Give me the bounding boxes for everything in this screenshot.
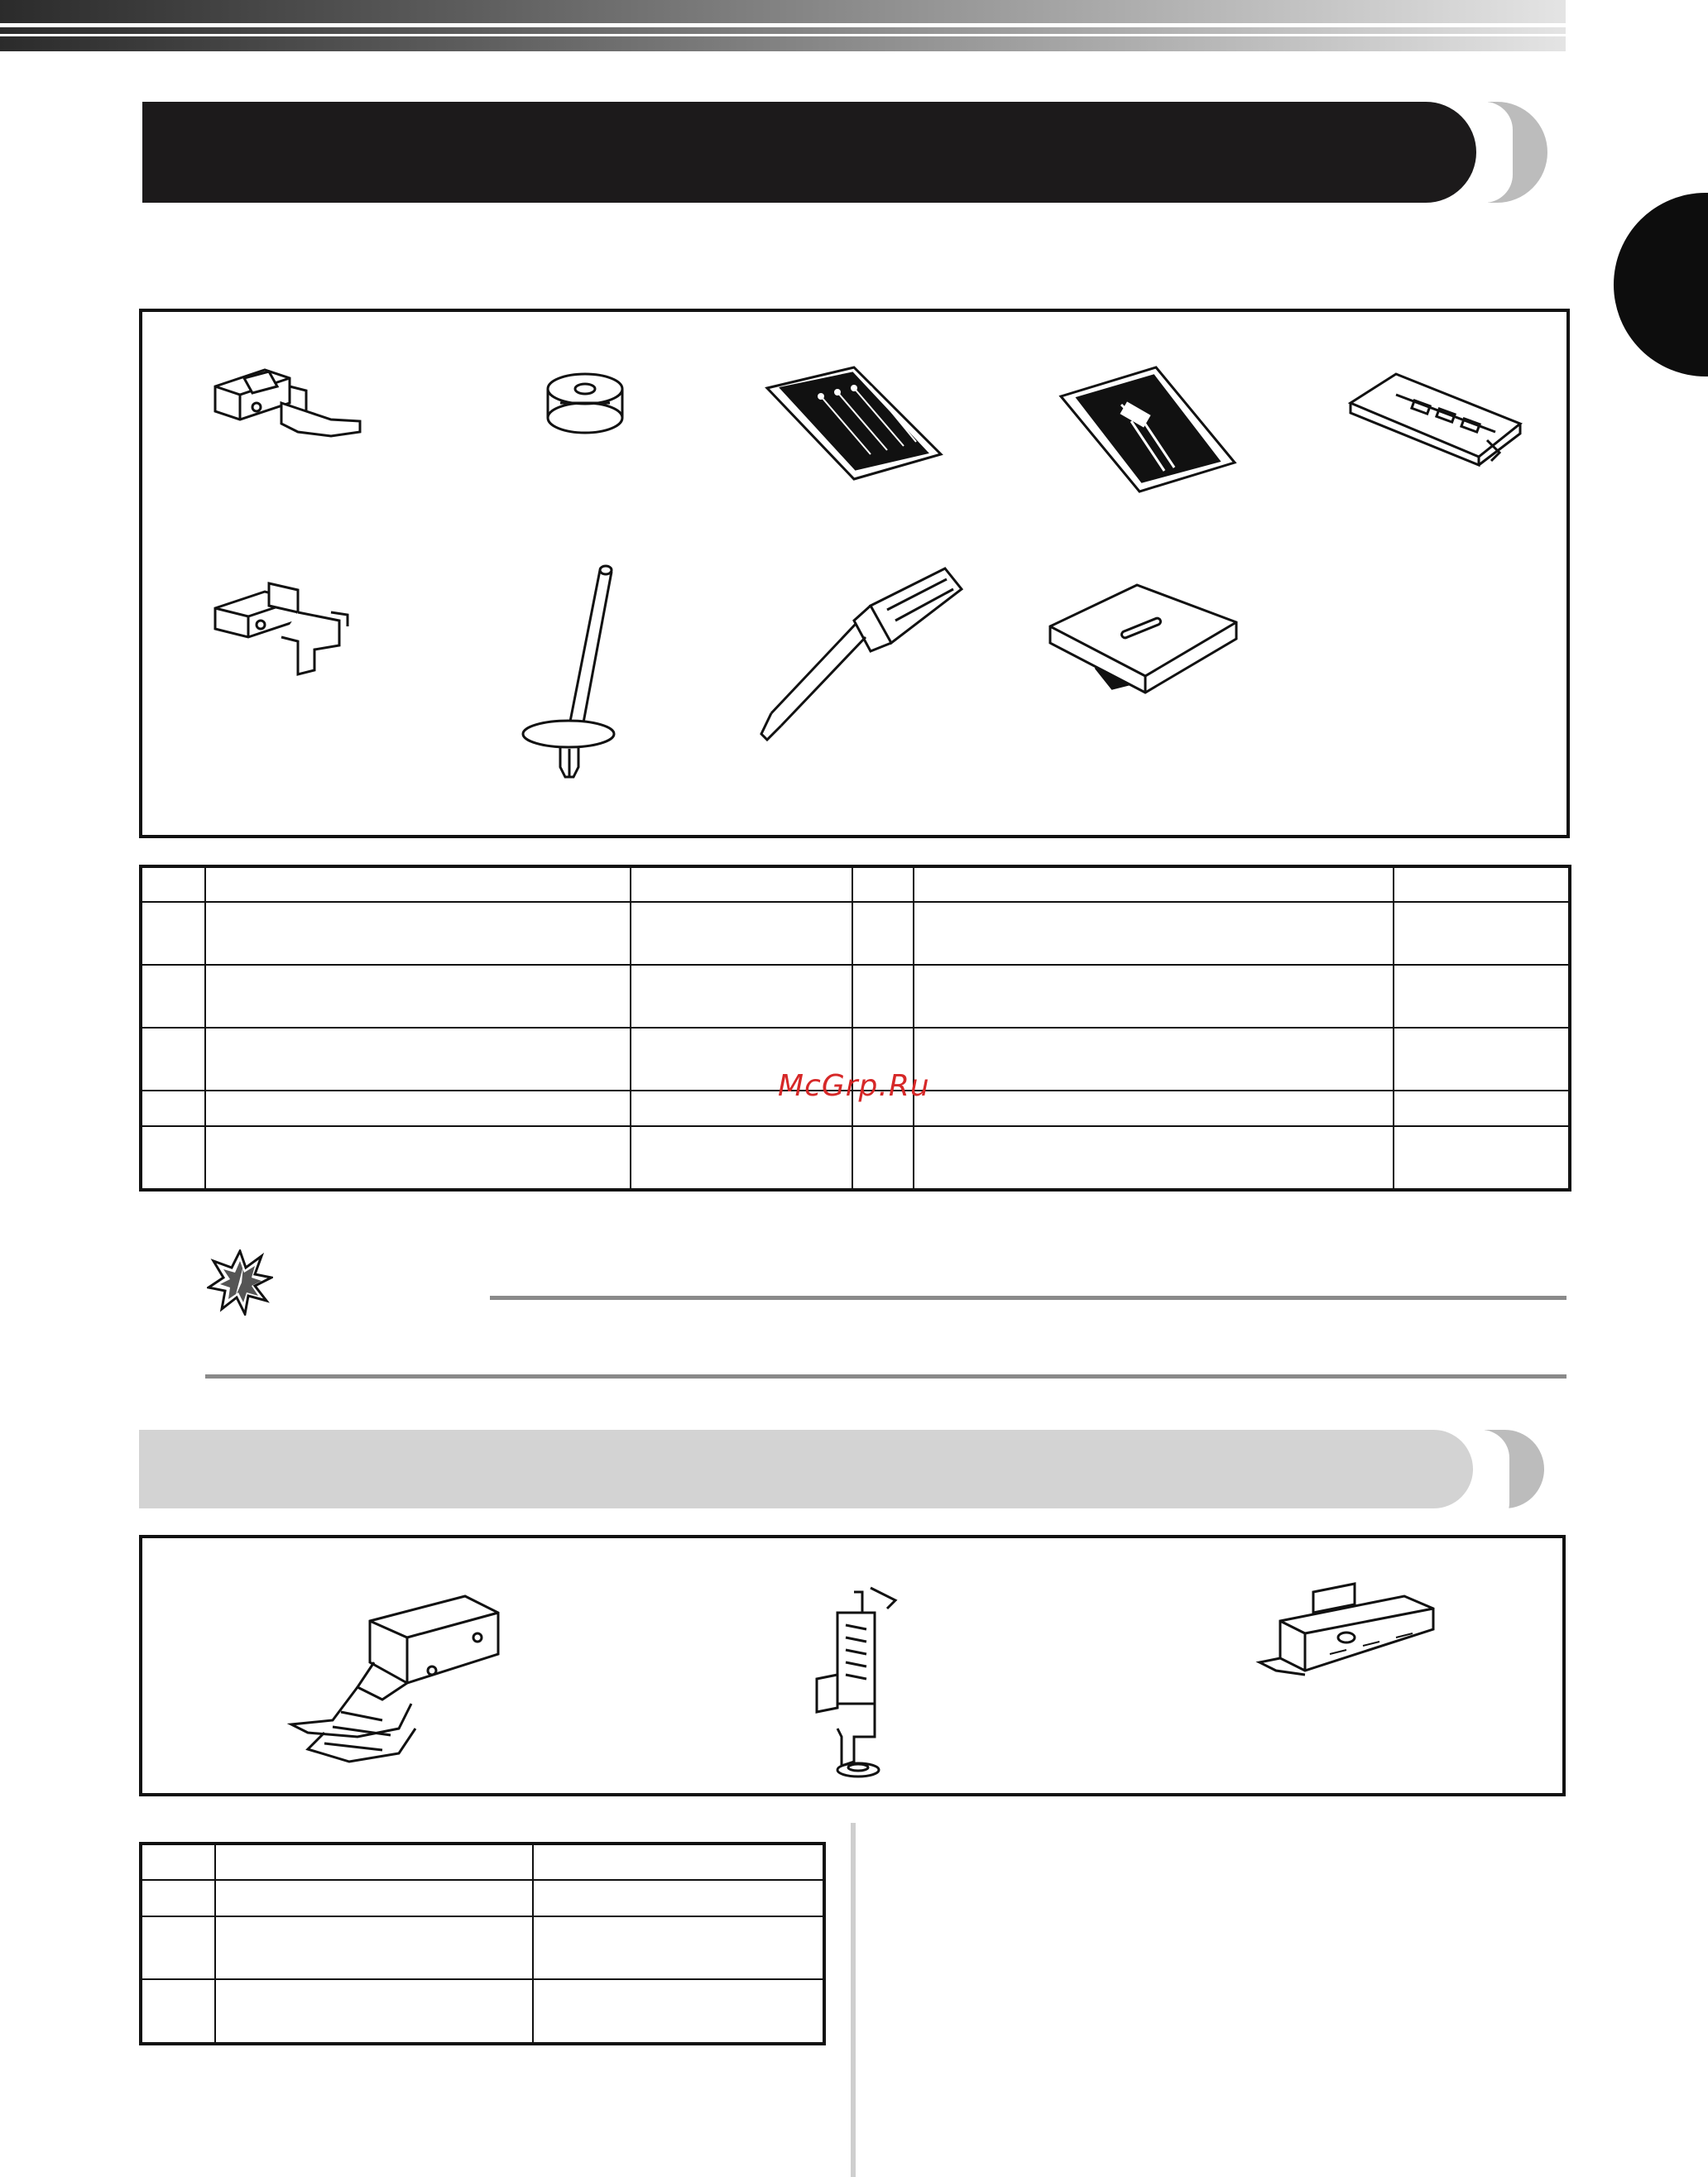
- table-cell: [1394, 866, 1570, 902]
- zipper-foot-icon: [207, 353, 372, 453]
- table-cell: [141, 902, 205, 965]
- table-cell: [215, 1880, 533, 1916]
- table-cell: [141, 1091, 205, 1126]
- table-cell: [205, 965, 631, 1028]
- table-cell: [141, 1979, 215, 2044]
- table-cell: [852, 965, 914, 1028]
- table-row: [141, 866, 1570, 902]
- note-rule-top: [490, 1296, 1566, 1300]
- table-cell: [1394, 902, 1570, 965]
- walking-foot-icon: [275, 1588, 523, 1778]
- table-cell: [533, 1916, 824, 1979]
- needle-pack-icon: [763, 363, 945, 487]
- table-cell: [205, 866, 631, 902]
- table-cell: [914, 965, 1394, 1028]
- table-cell: [141, 1126, 205, 1190]
- section-title-bar: [142, 102, 1566, 203]
- table-cell: [914, 1028, 1394, 1091]
- straight-stitch-plate-icon: [1046, 577, 1245, 701]
- screwdriver-icon: [755, 564, 970, 746]
- spool-pin-icon: [519, 560, 643, 792]
- section-title-cap: [1488, 102, 1547, 203]
- table-cell: [141, 1844, 215, 1880]
- bobbin-icon: [540, 368, 631, 443]
- table-cell: [631, 965, 852, 1028]
- table-cell: [205, 1126, 631, 1190]
- top-gradient-strip: [0, 0, 1566, 51]
- table-cell: [852, 1126, 914, 1190]
- table-cell: [914, 866, 1394, 902]
- table-cell: [533, 1844, 824, 1880]
- table-cell: [141, 965, 205, 1028]
- memo-burst-icon: [207, 1249, 273, 1319]
- table-cell: [205, 1091, 631, 1126]
- table-row: [141, 1126, 1570, 1190]
- buttonhole-foot-icon: [1346, 362, 1528, 469]
- options-table: [139, 1842, 826, 2045]
- quilting-foot-icon: [804, 1584, 937, 1782]
- table-row: [141, 1916, 824, 1979]
- accessories-illustration-frame: [139, 309, 1570, 838]
- table-cell: [533, 1880, 824, 1916]
- table-cell: [1394, 1091, 1570, 1126]
- chapter-tab-marker: [1614, 193, 1708, 376]
- options-title-fill: [139, 1430, 1473, 1508]
- table-cell: [852, 902, 914, 965]
- table-cell: [141, 866, 205, 902]
- quarter-inch-foot-icon: [1255, 1580, 1446, 1695]
- table-cell: [914, 902, 1394, 965]
- blind-stitch-foot-icon: [207, 575, 372, 683]
- table-row: [141, 902, 1570, 965]
- section-title-fill: [142, 102, 1476, 203]
- table-cell: [215, 1844, 533, 1880]
- accessories-table: [139, 865, 1571, 1192]
- table-cell: [215, 1916, 533, 1979]
- table-row: [141, 1979, 824, 2044]
- watermark: McGrp.Ru: [778, 1069, 930, 1103]
- table-cell: [631, 902, 852, 965]
- table-cell: [205, 1028, 631, 1091]
- options-title-cap: [1485, 1430, 1544, 1508]
- note-rule-bottom: [205, 1374, 1566, 1379]
- table-cell: [1394, 1126, 1570, 1190]
- table-cell: [215, 1979, 533, 2044]
- column-divider: [851, 1823, 856, 2177]
- table-cell: [533, 1979, 824, 2044]
- twin-needle-icon: [1057, 363, 1239, 496]
- table-cell: [205, 902, 631, 965]
- table-cell: [631, 866, 852, 902]
- table-row: [141, 1880, 824, 1916]
- table-cell: [141, 1028, 205, 1091]
- table-cell: [1394, 965, 1570, 1028]
- table-cell: [141, 1880, 215, 1916]
- table-row: [141, 965, 1570, 1028]
- options-illustration-frame: [139, 1535, 1566, 1796]
- table-cell: [631, 1126, 852, 1190]
- table-cell: [914, 1091, 1394, 1126]
- table-cell: [914, 1126, 1394, 1190]
- table-row: [141, 1844, 824, 1880]
- options-title-bar: [139, 1430, 1566, 1508]
- table-cell: [141, 1916, 215, 1979]
- table-cell: [1394, 1028, 1570, 1091]
- table-cell: [852, 866, 914, 902]
